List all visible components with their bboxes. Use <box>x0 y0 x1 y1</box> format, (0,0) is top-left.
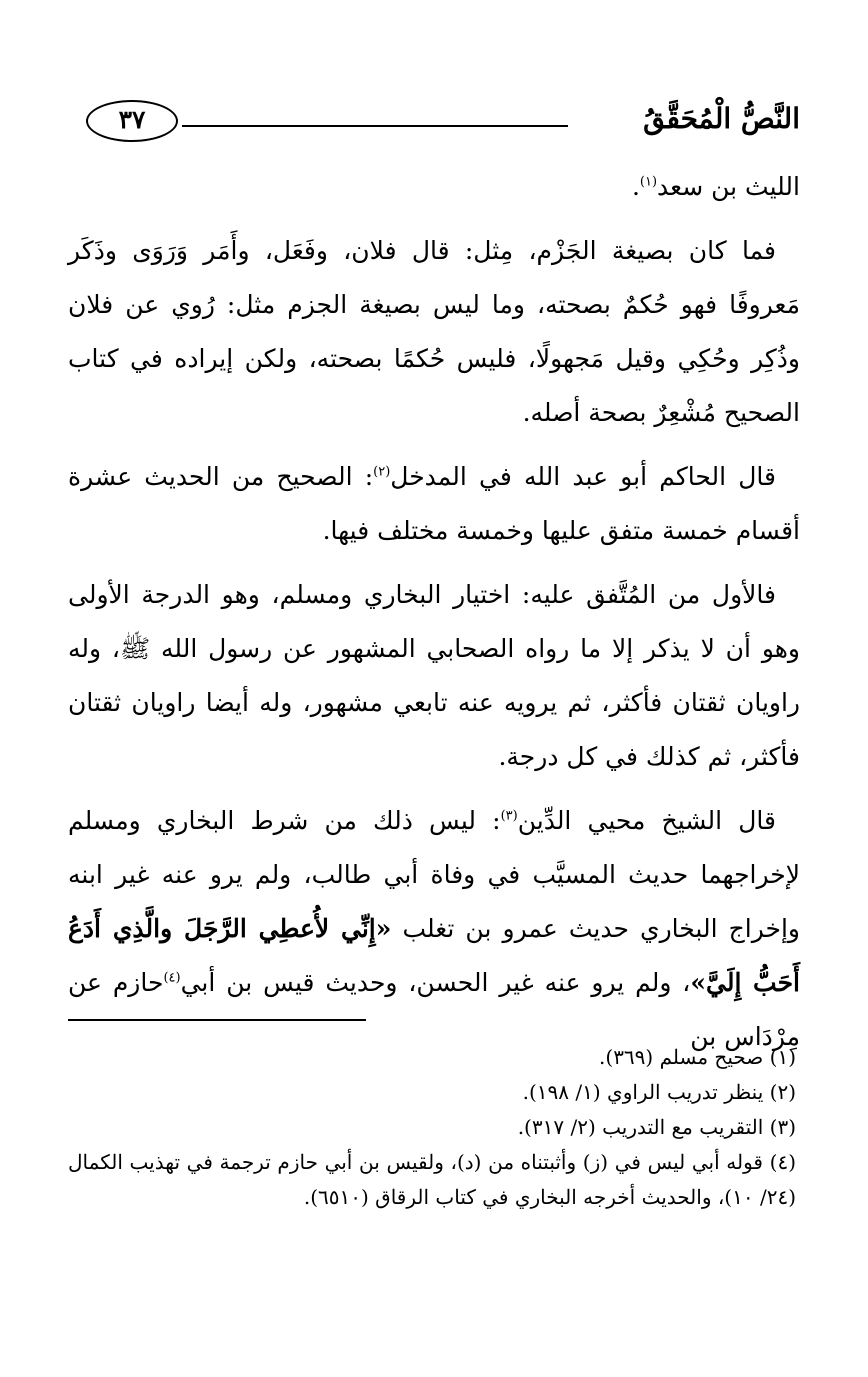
footnote-2: (٢) ينظر تدريب الراوي (١/ ١٩٨). <box>522 1080 796 1104</box>
page-number-badge: ٣٧ <box>86 100 178 142</box>
paragraph-2: فما كان بصيغة الجَزْم، مِثل: قال فلان، وفَعَل، وأَمَر وَرَوَى وذَكَر مَعروفًا فهو حُكمٌ بصحته، وما ليس بصيغة الجزم مثل: رُوي عن فلان وذُكِر وحُكِي وقيل مَجهولًا، فليس حُكمًا بصحته، ولكن إيراده في كتاب الصحيح مُشْعِرٌ بصحة أصله. <box>68 236 800 427</box>
paragraph-5-mid: : ليس ذلك من شرط البخاري ومسلم لإخراجهما حديث المسيَّب في وفاة أبي طالب، ولم يرو عنه غير ابنه وإخراج البخاري حديث عمرو بن تغلب <box>68 806 800 943</box>
page-header <box>86 92 800 160</box>
paragraph-3-before: قال الحاكم أبو عبد الله في المدخل <box>390 462 777 491</box>
main-text <box>68 160 800 1074</box>
paragraph-5-mid2: ، ولم يرو عنه غير الحسن، وحديث قيس بن أبي <box>180 968 691 997</box>
paragraph-3 <box>68 450 800 558</box>
footnote-separator <box>68 1019 366 1021</box>
paragraph-1 <box>68 160 800 214</box>
paragraph-3-after: : الصحيح من الحديث عشرة أقسام خمسة متفق عليها وخمسة مختلف فيها. <box>68 462 800 545</box>
header-rule <box>182 125 568 127</box>
footnote-1: (١) صحيح مسلم (٣٦٩). <box>599 1045 796 1069</box>
paragraph-1-tail: . <box>631 172 640 201</box>
footnote-ref-3: (٣) <box>500 808 518 824</box>
footnote-ref-4: (٤) <box>163 970 181 986</box>
footnote-4: (٤) قوله أبي ليس في (ز) وأثبتناه من (د)، ولقيس بن أبي حازم ترجمة في تهذيب الكمال (٢٤/ ١٠)، والحديث أخرجه البخاري في كتاب الرقاق (٦٥١٠). <box>68 1150 796 1209</box>
paragraph-5 <box>68 794 800 1064</box>
footnote-3: (٣) التقريب مع التدريب (٢/ ٣١٧). <box>517 1115 796 1139</box>
footnote-ref-1: (١) <box>639 174 658 190</box>
footnote-ref-2: (٢) <box>373 464 391 480</box>
running-title: النَّصُّ الْمُحَقَّقُ <box>643 102 800 135</box>
paragraph-5-before: قال الشيخ محيي الدِّين <box>517 806 776 835</box>
paragraph-1-text: الليث بن سعد <box>657 172 800 201</box>
hadith-quote: «إِنِّي لأُعطِي الرَّجَلَ والَّذِي أَدَعُ أَحَبُّ إِلَيَّ» <box>68 914 800 997</box>
paragraph-4: فالأول من المُتَّفق عليه: اختيار البخاري ومسلم، وهو الدرجة الأولى وهو أن لا يذكر إلا ما رواه الصحابي المشهور عن رسول الله ﷺ، وله راويان ثقتان فأكثر، ثم يرويه عنه تابعي مشهور، وله أيضا راويان ثقتان فأكثر، ثم كذلك في كل درجة. <box>68 580 800 771</box>
footnotes <box>68 1040 796 1215</box>
paragraph-5-after: حازم عن مِرْدَاس بن <box>68 968 800 1051</box>
